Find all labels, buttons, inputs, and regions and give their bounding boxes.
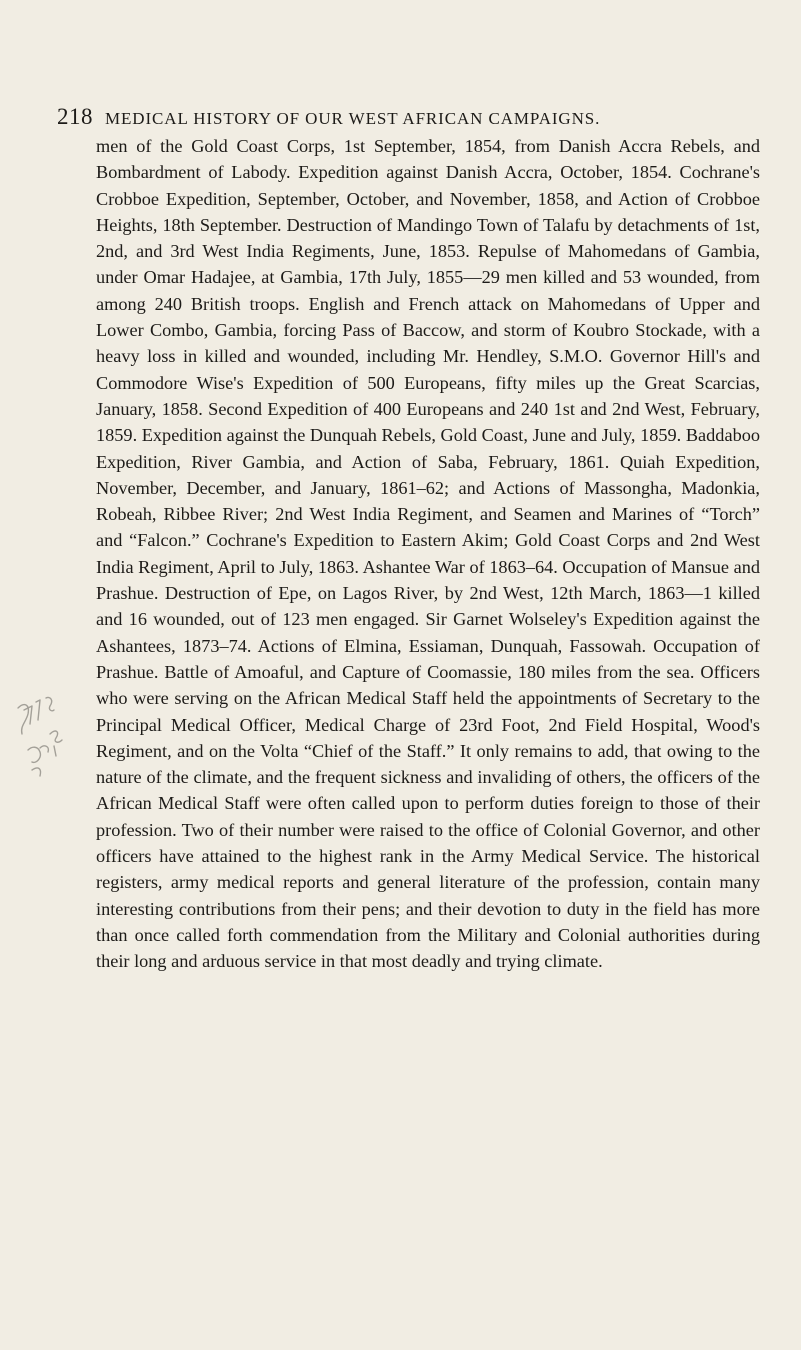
page-number: 218 xyxy=(57,104,93,129)
body-paragraph: men of the Gold Coast Corps, 1st September, 1854, from Danish Accra Rebels, and Bombardment of Labody. Expedition against Danish Accra, October, 1854. Cochrane's Crobboe Expedition, September, October, and November, 1858, and Action of Crobboe Heights, 18th September. Destruction of Mandingo Town of Talafu by detachments of 1st, 2nd, and 3rd West India Regiments, June, 1853. Repulse of Mahomedans of Gambia, under Omar Hadajee, at Gambia, 17th July, 1855—29 men killed and 53 wounded, from among 240 British troops. English and French attack on Mahomedans of Upper and Lower Combo, Gambia, forcing Pass of Baccow, and storm of Koubro Stockade, with a heavy loss in killed and wounded, including Mr. Hendley, S.M.O. Governor Hill's and Commodore Wise's Expedition of 500 Europeans, fifty miles up the Great Scarcias, January, 1858. Second Expedition of 400 Europeans and 240 1st and 2nd West, February, 1859. Expedition against the Dunquah Rebels, Gold Coast, June and July, 1859. Baddaboo Expedition, River Gambia, and Action of Saba, February, 1861. Quiah Expedition, November, December, and January, 1861–62; and Actions of Massongha, Madonkia, Robeah, Ribbee River; 2nd West India Regiment, and Seamen and Marines of “Torch” and “Falcon.” Cochrane's Expedition to Eastern Akim; Gold Coast Corps and 2nd West India Regiment, April to July, 1863. Ashantee War of 1863–64. Occupation of Mansue and Prashue. Destruction of Epe, on Lagos River, by 2nd West, 12th March, 1863—1 killed and 16 wounded, out of 123 men engaged. Sir Garnet Wolseley's Expedition against the Ashantees, 1873–74. Actions of Elmina, Essiaman, Dunquah, Fassowah. Occupation of Prashue. Battle of Amoaful, and Capture of Coomassie, 180 miles from the sea. Officers who were serving on the African Medical Staff held the appointments of Secretary to the Principal Medical Officer, Medical Charge of 23rd Foot, 2nd Field Hospital, Wood's Regiment, and on the Volta “Chief of the Staff.” It only remains to add, that owing to the nature of the climate, and the frequent sickness and invaliding of others, the officers of the African Medical Staff were often called upon to perform duties foreign to those of their profession. Two of their number were raised to the office of Colonial Governor, and other officers have attained to the highest rank in the Army Medical Service. The historical registers, army medical reports and general literature of the profession, contain many interesting contributions from their pens; and their devotion to duty in the field has more than once called forth commendation from the Military and Colonial authorities during their long and arduous service in that most deadly and trying climate. xyxy=(96,136,760,972)
running-head xyxy=(57,104,757,130)
running-title: MEDICAL HISTORY OF OUR WEST AFRICAN CAMPAIGNS. xyxy=(105,109,601,128)
pencil-marginalia-icon xyxy=(10,680,100,800)
